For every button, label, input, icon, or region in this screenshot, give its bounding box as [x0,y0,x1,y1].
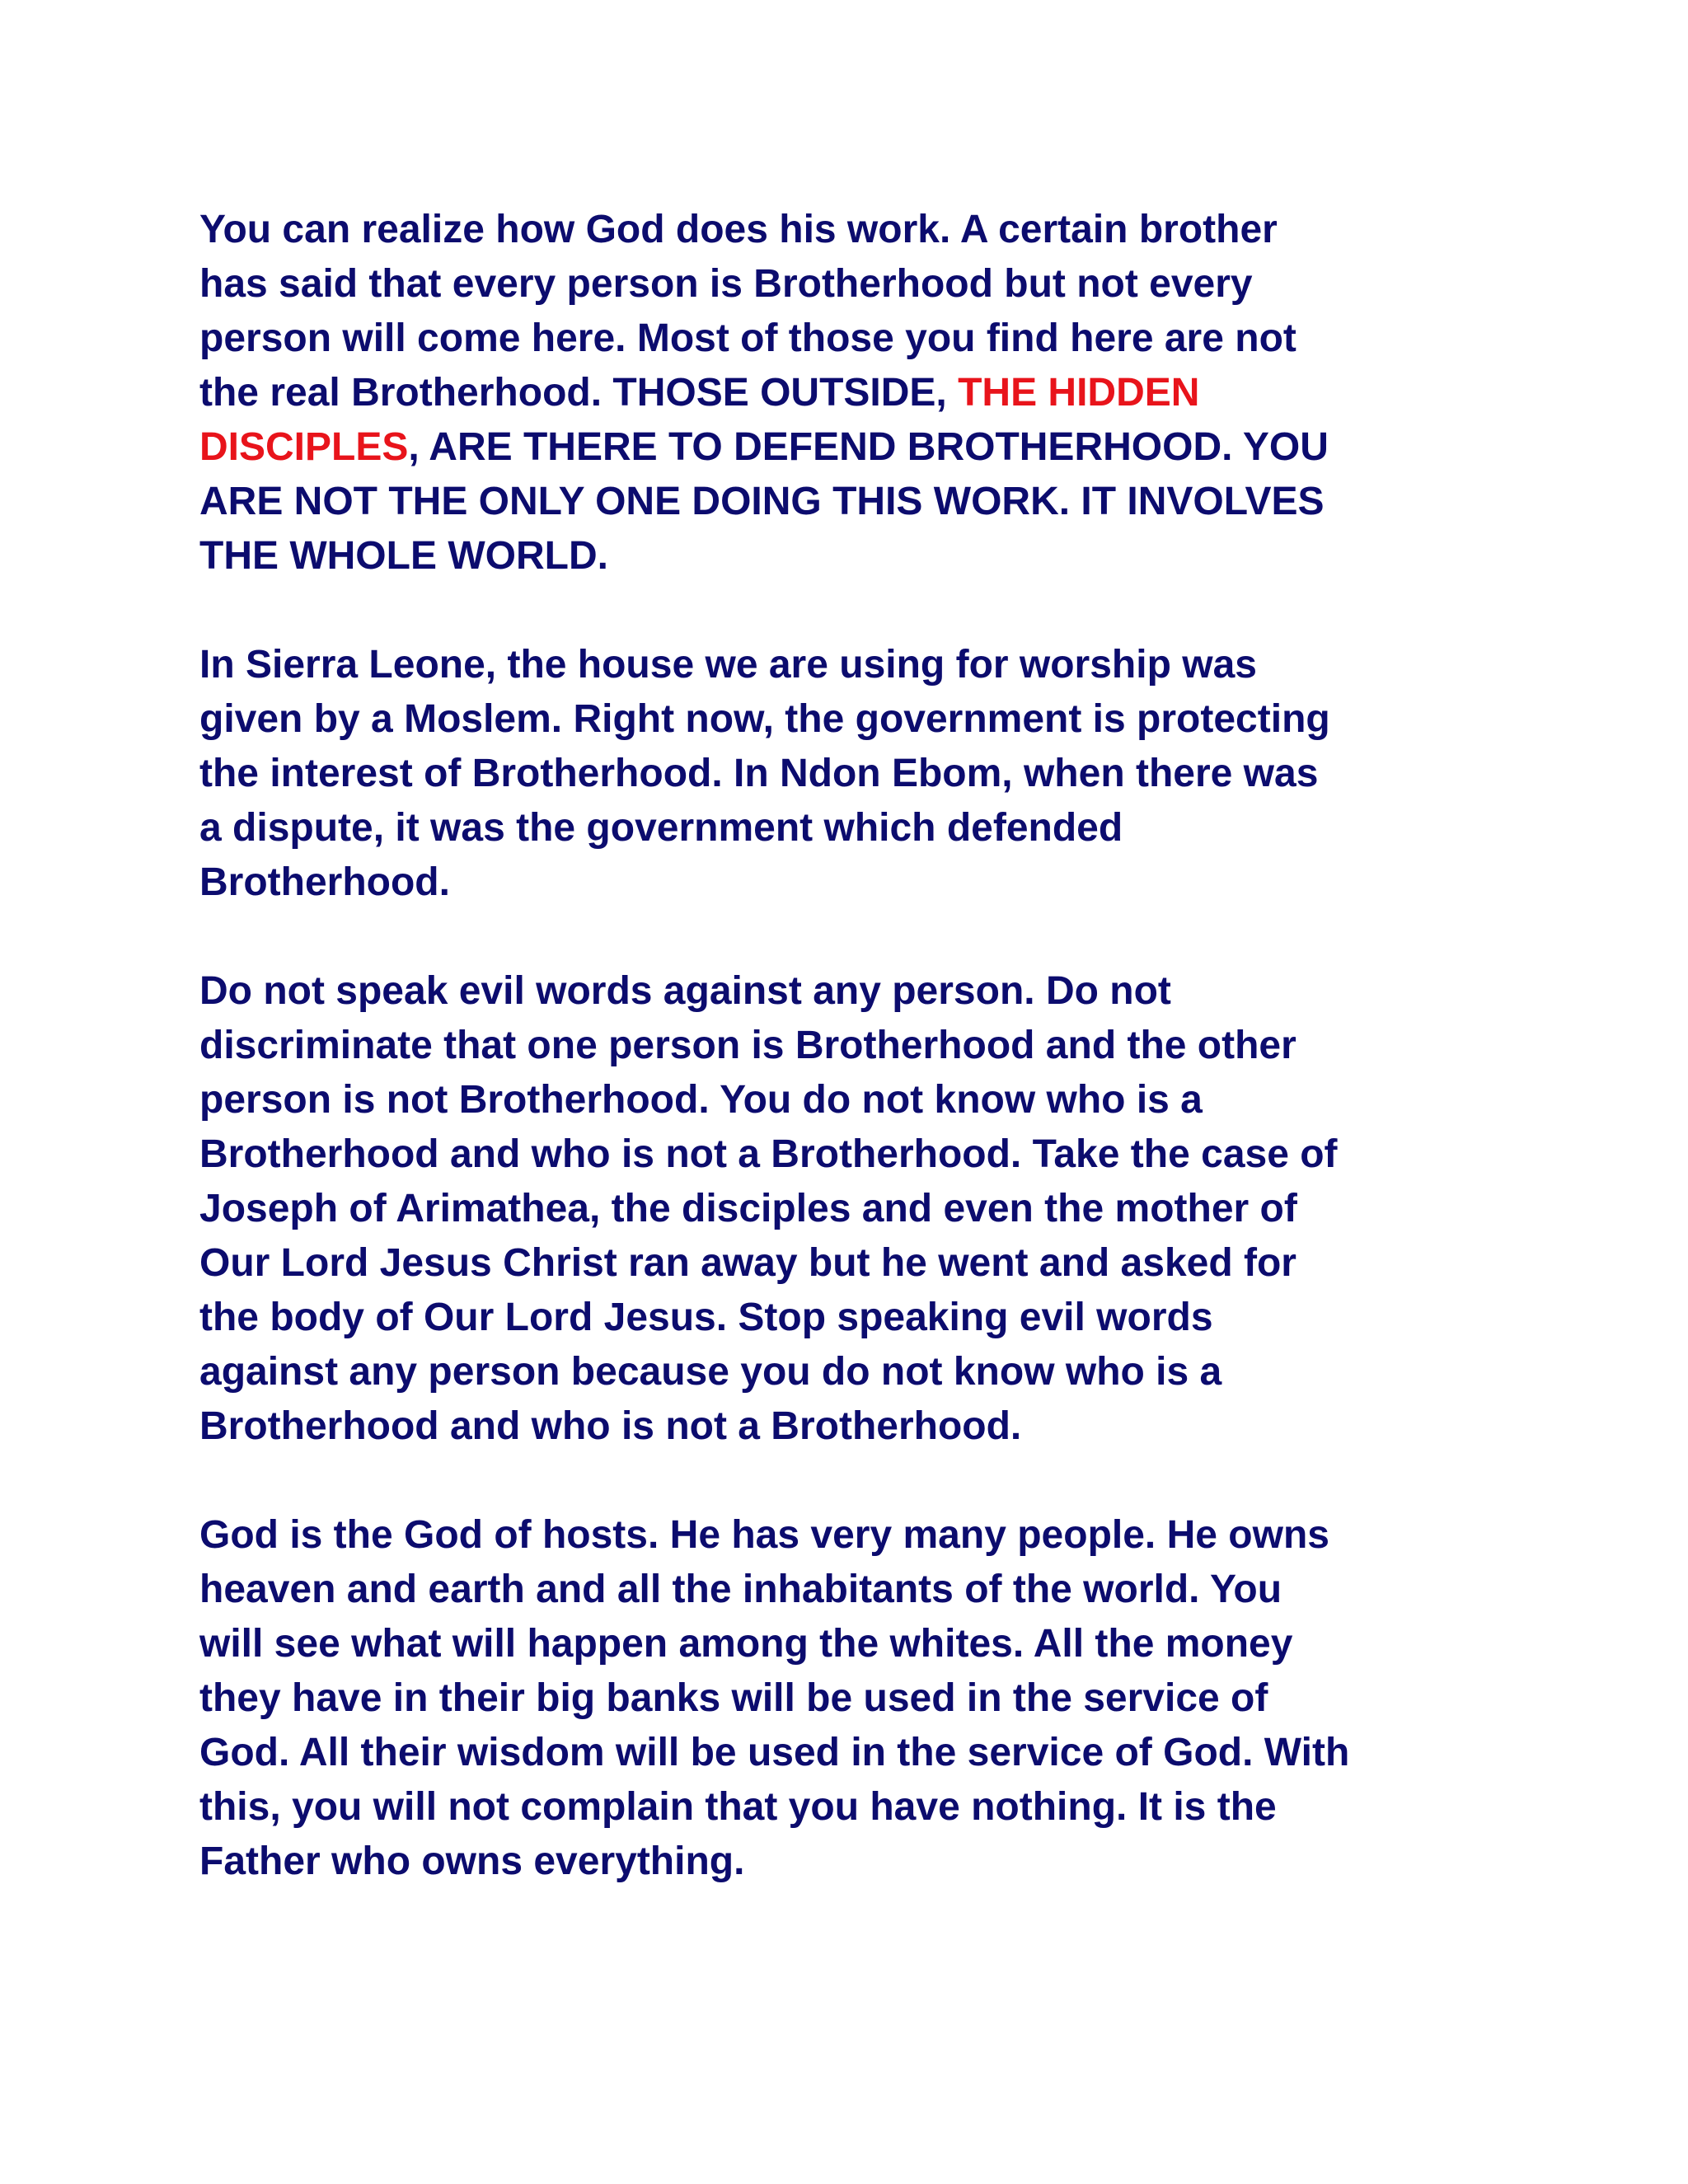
text-line: Brotherhood. [199,860,450,904]
text-line: this, you will not complain that you have nothing. It is the [199,1785,1277,1829]
text-line: the interest of Brotherhood. In Ndon Ebom, when there was [199,752,1319,795]
paragraph-sierra-leone [199,638,1551,910]
document-body [199,203,1551,1943]
text-line: Do not speak evil words against any person. Do not [199,969,1171,1013]
text-line: THE WHOLE WORLD. [199,534,608,578]
text-line: discriminate that one person is Brotherhood and the other [199,1024,1296,1067]
text-line: Brotherhood and who is not a Brotherhood. [199,1404,1022,1448]
text-line: God. All their wisdom will be used in the service of God. With [199,1731,1350,1774]
text-line: has said that every person is Brotherhood but not every [199,262,1253,306]
text-line: person will come here. Most of those you find here are not [199,316,1296,360]
text-line: the body of Our Lord Jesus. Stop speaking evil words [199,1296,1213,1339]
text-line: heaven and earth and all the inhabitants of the world. You [199,1568,1282,1611]
text-line: Father who owns everything. [199,1840,745,1883]
text-line: Brotherhood and who is not a Brotherhood. Take the case of [199,1132,1338,1176]
text-line: person is not Brotherhood. You do not know who is a [199,1078,1203,1122]
highlighted-text: THE HIDDEN [958,371,1200,415]
text-line: they have in their big banks will be used in the service of [199,1676,1268,1720]
text-line: given by a Moslem. Right now, the government is protecting [199,697,1330,741]
paragraph-god-of-hosts [199,1508,1551,1889]
text-line: will see what will happen among the whites. All the money [199,1622,1293,1666]
text-segment: the real Brotherhood. THOSE OUTSIDE, [199,371,959,415]
highlighted-text: DISCIPLES [199,425,409,469]
text-line: God is the God of hosts. He has very many people. He owns [199,1513,1329,1557]
paragraph-evil-words [199,964,1551,1454]
text-line: Joseph of Arimathea, the disciples and even the mother of [199,1187,1297,1230]
text-line: a dispute, it was the government which defended [199,806,1123,850]
text-line: You can realize how God does his work. A certain brother [199,208,1278,251]
text-line [199,420,1551,475]
text-line: In Sierra Leone, the house we are using for worship was [199,643,1257,687]
text-line: ARE NOT THE ONLY ONE DOING THIS WORK. IT INVOLVES [199,480,1325,523]
text-segment: , ARE THERE TO DEFEND BROTHERHOOD. YOU [408,425,1329,469]
text-line [199,366,1551,420]
text-line: against any person because you do not know who is a [199,1350,1222,1394]
paragraph-hidden-disciples [199,203,1551,583]
text-line: Our Lord Jesus Christ ran away but he went and asked for [199,1241,1296,1285]
